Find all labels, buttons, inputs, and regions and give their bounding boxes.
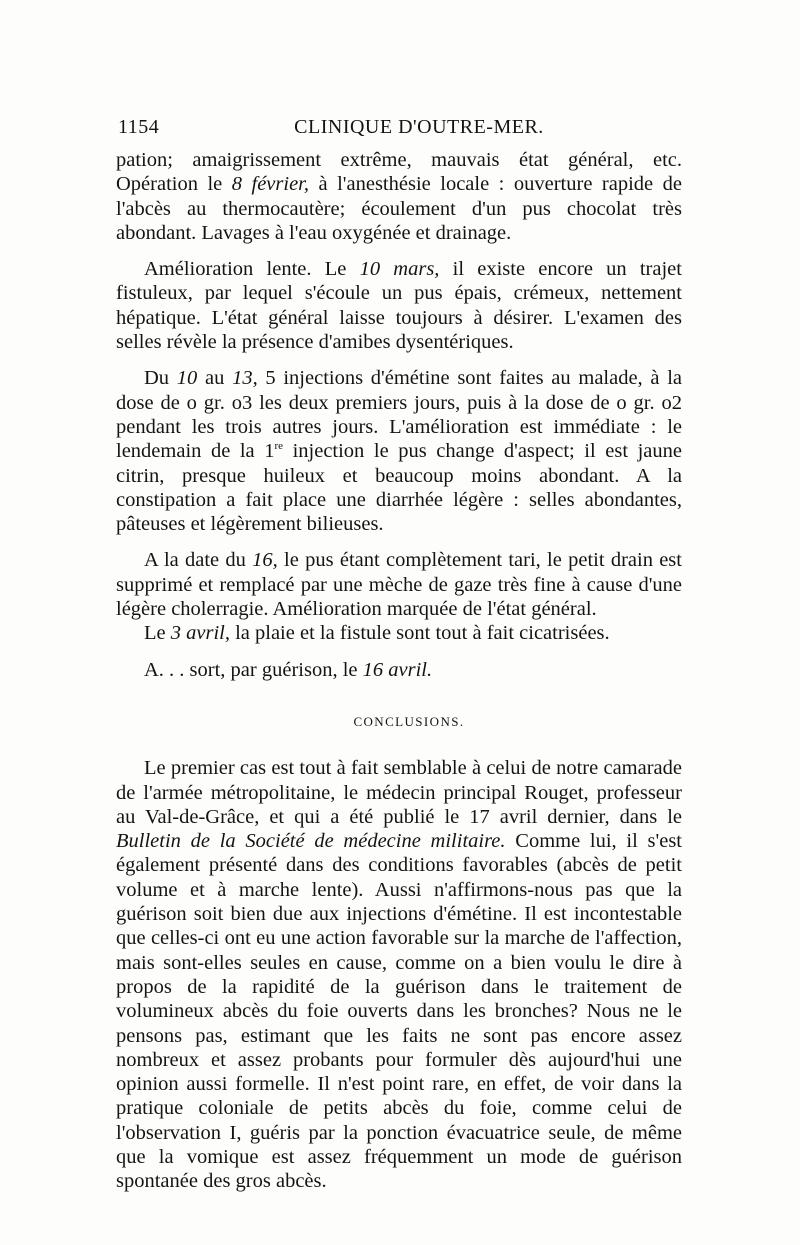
text-run: le pus étant complètement tari, le petit drain est supprimé et remplacé par une mèche de gaze très fine à cause d'une légère cholerragie. Amélioration marquée de l'état général. [116,549,682,621]
text-run: 5 injections d'émétine sont faites au malade, à la dose de o gr. o3 les deux premiers jours, puis à la dose de o gr. o2 pendant les trois autres jours. L'amélioration est immédiate : le lendemain de la 1 [116,367,683,463]
paragraph-conclusions [116,756,682,1193]
date-italic: 10 [176,367,198,390]
text-run: il existe encore un trajet fistuleux, par lequel s'écoule un pus épais, crémeux, nettement hépatique. L'état général laisse toujours à désirer. L'examen des selles révèle la présence d'amibes dysentériques. [116,258,682,354]
body-text [116,148,682,1194]
text-run: Le [144,622,171,645]
date-italic: 8 février, [231,173,310,196]
page-number: 1154 [118,116,160,138]
text-run: à l'anesthésie locale : ouverture rapide de l'abcès au thermocautère; écoulement d'un pus chocolat très abondant. Lavages à l'eau oxygénée et drainage. [116,173,682,244]
text-run: pation; amaigrissement extrême, mauvais état général, etc. Opération le [116,149,682,196]
section-heading-conclusions: CONCLUSIONS. [353,713,465,729]
text-run: Comme lui, il s'est également présenté dans des conditions favorables (abcès de petit volume et à marche lente). Aussi n'affirmons-nous pas que la guérison soit bien due aux injections d'émétine. Il est incontestable que celles-ci ont eu une action favorable sur la marche de l'affection, mais sont-elles seules en cause, comme on a bien voulu le dire à propos de la rapidité de la guérison dans le traitement de volumineux abcès du foie ouverts dans les bronches? Nous ne le pensons pas, estimant que les faits ne sont pas encore assez nombreux et assez probants pour formuler dès aujourd'hui une opinion aussi formelle. Il n'est point rare, en effet, de voir dans la pratique coloniale de petits abcès du foie, comme celui de l'observation I, guéris par la ponction évacuatrice seule, de même que la vomique est assez fréquemment un mode de guérison spontanée des gros abcès. [116,830,682,1193]
paragraph-1 [116,148,682,245]
text-run: A la date du [144,549,253,572]
paragraph-6 [116,658,682,682]
paragraph-5 [116,621,682,645]
date-italic: 16, [252,549,278,572]
date-italic: 3 avril, [170,622,230,645]
paragraph-3 [116,366,682,536]
text-run: Le premier cas est tout à fait semblable à celui de notre camarade de l'armée métropolitaine, le médecin principal Rouget, professeur au Val-de-Grâce, et qui a été publié le 17 avril dernier, dans le [116,757,682,828]
date-italic: 10 mars, [359,258,440,281]
text-run: la plaie et la fistule sont tout à fait cicatrisées. [229,622,610,645]
journal-title-italic: Bulletin de la Société de médecine militaire. [116,830,506,853]
text-run: Du [144,367,177,390]
paragraph-4 [116,548,682,621]
superscript: re [274,440,284,453]
text-run: Amélioration lente. Le [144,258,360,281]
text-run: injection le pus change d'aspect; il est jaune citrin, presque huileux et beaucoup moins abondant. A la constipation a fait place une diarrhée légère : selles abondantes, pâteuses et légèrement bilieuses. [116,440,682,536]
running-title: CLINIQUE D'OUTRE-MER. [294,116,544,138]
date-italic: 16 avril. [362,658,433,681]
text-run: au [197,367,233,390]
date-italic: 13, [232,367,258,390]
paragraph-2 [116,257,682,354]
text-run: A. . . sort, par guérison, le [144,658,363,681]
running-head [118,116,680,144]
